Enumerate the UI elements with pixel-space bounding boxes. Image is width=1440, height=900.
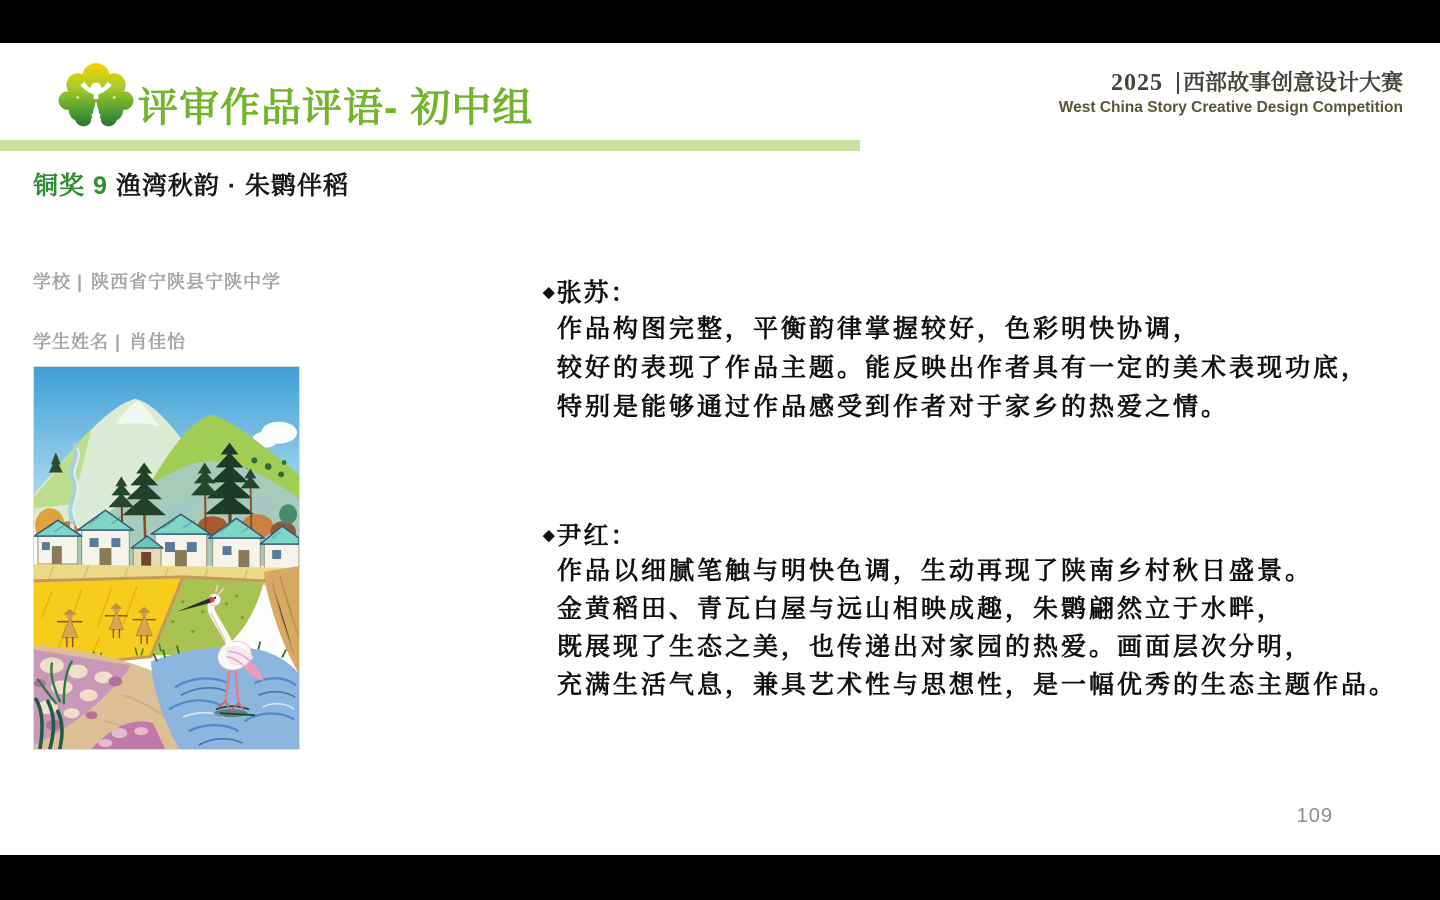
artwork-title: 渔湾秋韵 · 朱鹮伴稻 <box>115 172 350 200</box>
comment-line: 作品构图完整，平衡韵律掌握较好，色彩明快协调， <box>557 315 1202 343</box>
letterbox-bottom <box>0 855 1440 900</box>
brand-title-en: West China Story Creative Design Competition <box>1058 99 1403 116</box>
award-line <box>33 166 349 202</box>
brand-divider <box>1177 72 1179 94</box>
comment-line: 作品以细腻笔触与明快色调，生动再现了陕南乡村秋日盛景。 <box>557 557 1314 585</box>
judge-1-name: ◆张苏： <box>543 279 638 307</box>
award-number: 9 <box>92 172 108 200</box>
page-title: 评审作品评语- 初中组 <box>138 86 534 130</box>
page-number: 109 <box>1296 805 1333 827</box>
student-line <box>33 328 186 354</box>
school-value: 陕西省宁陕县宁陕中学 <box>91 272 282 292</box>
student-value: 肖佳怡 <box>129 332 187 352</box>
comment-line: 较好的表现了作品主题。能反映出作者具有一定的美术表现功底， <box>557 354 1370 382</box>
school-line <box>33 268 281 294</box>
competition-brand <box>1059 66 1403 117</box>
diamond-bullet-icon: ◆ <box>543 527 555 544</box>
letterbox-top <box>0 0 1440 43</box>
artwork-image <box>33 366 300 750</box>
school-label: 学校 | <box>33 272 84 292</box>
tree-people-logo-icon <box>57 60 135 138</box>
comment-line: 特别是能够通过作品感受到作者对于家乡的热爱之情。 <box>557 393 1230 421</box>
award-label: 铜奖 <box>33 172 86 200</box>
judge-1-comment <box>557 310 1369 427</box>
header-accent-rule <box>0 140 860 151</box>
comment-line: 既展现了生态之美，也传递出对家园的热爱。画面层次分明， <box>557 633 1314 661</box>
brand-year: 2025 <box>1110 70 1163 96</box>
comment-line: 金黄稻田、青瓦白屋与远山相映成趣，朱鹮翩然立于水畔， <box>557 595 1286 623</box>
comment-line: 充满生活气息，兼具艺术性与思想性，是一幅优秀的生态主题作品。 <box>557 671 1398 699</box>
student-label: 学生姓名 | <box>33 332 122 352</box>
brand-line-cn <box>1059 66 1403 97</box>
diamond-bullet-icon: ◆ <box>543 284 555 301</box>
judge-2-name: ◆尹红： <box>543 522 638 550</box>
judge-2-comment <box>557 552 1397 704</box>
brand-title-cn: 西部故事创意设计大赛 <box>1182 70 1403 95</box>
